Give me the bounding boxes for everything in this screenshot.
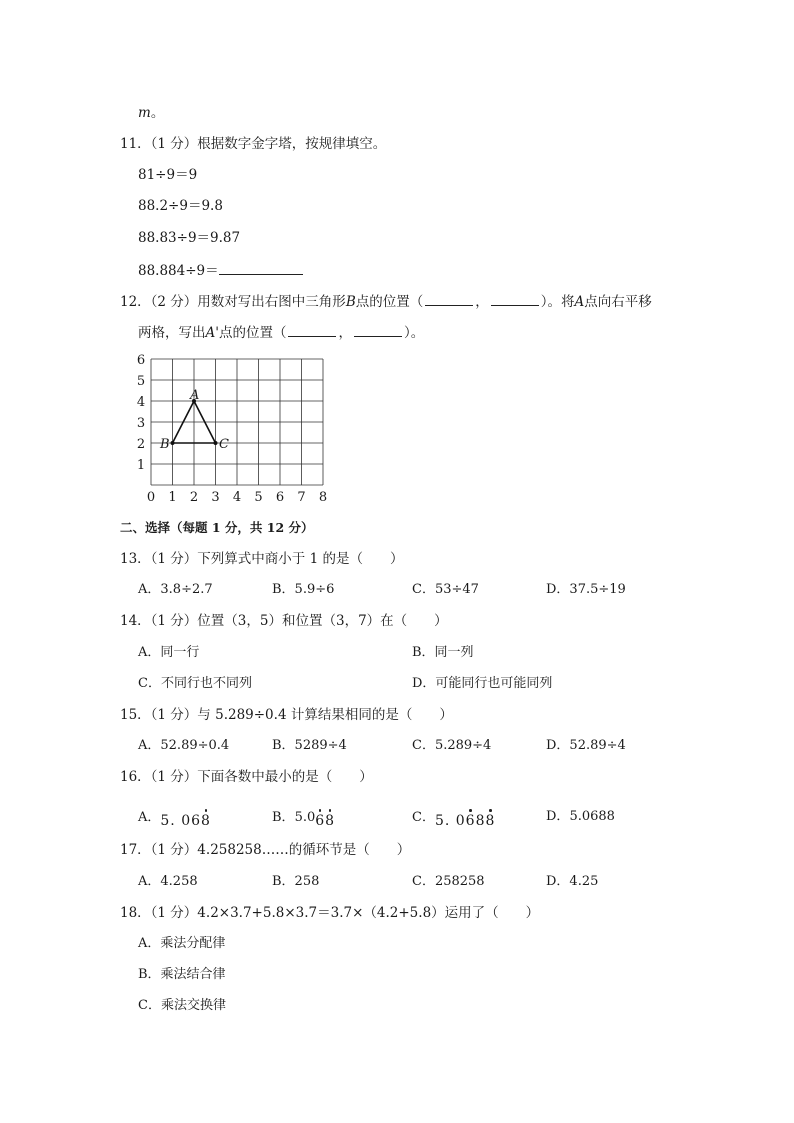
q16-letter-a: A． bbox=[138, 810, 161, 825]
q12-close-1: ）。将 bbox=[540, 294, 575, 310]
point-c bbox=[214, 441, 218, 445]
q16-a-repeat-digit: 8 bbox=[201, 813, 211, 829]
q16-option-d[interactable] bbox=[546, 808, 615, 826]
q16-letter-b: B． bbox=[272, 810, 295, 825]
q16-option-c[interactable] bbox=[412, 808, 495, 827]
q17-option-a[interactable]: A．4.258 bbox=[138, 874, 198, 889]
q16-b-repeat-digit-2: 8 bbox=[325, 813, 336, 829]
q11-line-2: 88.2÷9＝9.8 bbox=[138, 198, 223, 214]
q13-option-b[interactable]: B．5.9÷6 bbox=[272, 582, 335, 597]
q14-option-c[interactable]: C．不同行也不同列 bbox=[138, 676, 252, 691]
q15-option-c[interactable]: C．5.289÷4 bbox=[412, 738, 492, 753]
y-tick-4: 4 bbox=[136, 395, 146, 410]
q12-blank-1[interactable] bbox=[425, 291, 473, 306]
x-tick-7: 7 bbox=[297, 490, 306, 505]
q16-c-repeat-digit-2: 8 bbox=[485, 813, 496, 829]
q11-stem: 11．（1 分）根据数字金字塔，按规律填空。 bbox=[120, 136, 387, 152]
q16-c-mid: 8 bbox=[475, 813, 486, 829]
q16-letter-c: C． bbox=[412, 810, 435, 825]
q12-blank-4[interactable] bbox=[354, 322, 402, 337]
y-tick-2: 2 bbox=[136, 437, 146, 452]
x-tick-6: 6 bbox=[275, 490, 285, 505]
x-tick-5: 5 bbox=[254, 490, 263, 505]
y-tick-3: 3 bbox=[136, 416, 146, 431]
q14-option-b[interactable]: B．同一列 bbox=[412, 645, 474, 660]
q17-option-d[interactable]: D．4.25 bbox=[546, 874, 599, 889]
section-2-title: 二、选择（每题 1 分，共 12 分） bbox=[120, 520, 314, 535]
q12-stem-b: 点的位置（ bbox=[355, 294, 424, 310]
y-tick-1: 1 bbox=[136, 458, 146, 473]
period: 。 bbox=[150, 105, 165, 121]
q15-stem: 15．（1 分）与 5.289÷0.4 计算结果相同的是（ ） bbox=[120, 707, 453, 723]
q16-c-plain: 5. 0 bbox=[434, 813, 466, 829]
q12-blank-2[interactable] bbox=[491, 291, 539, 306]
q12-comma-2: ， bbox=[338, 325, 352, 341]
q16-option-b[interactable] bbox=[272, 808, 335, 827]
q12-stem-a: 12．（2 分）用数对写出右图中三角形 bbox=[120, 294, 346, 310]
unit-m: m bbox=[138, 105, 151, 121]
q16-option-a[interactable] bbox=[138, 808, 211, 827]
q16-b-repeat-digit-1: 6 bbox=[315, 813, 326, 829]
q11-line-4 bbox=[138, 260, 303, 280]
q18-option-c[interactable]: C．乘法交换律 bbox=[138, 998, 226, 1013]
q12-point-a-prime: A' bbox=[205, 325, 219, 341]
q16-b-plain: 5.0 bbox=[294, 810, 316, 825]
q12-line2-b: 点的位置（ bbox=[218, 325, 287, 341]
q15-option-d[interactable]: D．52.89÷4 bbox=[546, 738, 626, 753]
x-tick-2: 2 bbox=[189, 490, 199, 505]
continuation-line bbox=[138, 104, 164, 122]
q17-option-b[interactable]: B．258 bbox=[272, 874, 320, 889]
q16-a-plain: 5. 06 bbox=[160, 813, 202, 829]
q13-option-d[interactable]: D．37.5÷19 bbox=[546, 582, 626, 597]
y-tick-5: 5 bbox=[136, 374, 146, 389]
q12-blank-3[interactable] bbox=[288, 322, 336, 337]
q12-close-2: ）。 bbox=[403, 325, 425, 341]
q16-d-text: 5.0688 bbox=[569, 809, 615, 824]
q12-line-1 bbox=[120, 291, 652, 311]
q16-letter-d: D． bbox=[546, 809, 570, 824]
q11-line-1: 81÷9＝9 bbox=[138, 167, 198, 183]
q18-stem: 18．（1 分）4.2×3.7+5.8×3.7＝3.7×（4.2+5.8）运用了（ ） bbox=[120, 905, 540, 921]
q18-option-b[interactable]: B．乘法结合律 bbox=[138, 967, 226, 982]
q14-option-a[interactable]: A．同一行 bbox=[138, 645, 200, 660]
q12-line-2 bbox=[138, 322, 424, 342]
q13-stem: 13．（1 分）下列算式中商小于 1 的是（ ） bbox=[120, 551, 404, 567]
label-c: C bbox=[219, 437, 229, 452]
q13-option-c[interactable]: C．53÷47 bbox=[412, 582, 479, 597]
x-tick-4: 4 bbox=[232, 490, 242, 505]
label-a: A bbox=[190, 388, 200, 403]
q14-option-d[interactable]: D．可能同行也可能同列 bbox=[412, 676, 553, 691]
x-tick-8: 8 bbox=[318, 490, 328, 505]
x-tick-0: 0 bbox=[146, 490, 156, 505]
q11-line-4-text: 88.884÷9＝ bbox=[138, 263, 219, 279]
y-tick-6: 6 bbox=[136, 353, 146, 368]
q12-line2-a: 两格，写出 bbox=[138, 325, 206, 341]
label-b: B bbox=[160, 437, 170, 452]
q18-option-a[interactable]: A．乘法分配律 bbox=[138, 936, 226, 951]
q13-option-a[interactable]: A．3.8÷2.7 bbox=[138, 582, 213, 597]
q12-point-b: B bbox=[345, 294, 356, 310]
q14-stem: 14．（1 分）位置（3，5）和位置（3，7）在（ ） bbox=[120, 613, 448, 629]
q17-stem: 17．（1 分）4.258258……的循环节是（ ） bbox=[120, 842, 411, 858]
q12-comma-1: ， bbox=[475, 294, 489, 310]
q15-option-a[interactable]: A．52.89÷0.4 bbox=[138, 738, 230, 753]
q11-answer-blank[interactable] bbox=[219, 260, 303, 275]
coordinate-grid bbox=[130, 350, 340, 510]
q16-stem: 16．（1 分）下面各数中最小的是（ ） bbox=[120, 769, 373, 785]
q17-option-c[interactable]: C．258258 bbox=[412, 874, 485, 889]
q12-stem-c: 点向右平移 bbox=[584, 294, 652, 310]
q11-line-3: 88.83÷9＝9.87 bbox=[138, 230, 241, 246]
point-b bbox=[171, 441, 175, 445]
x-tick-3: 3 bbox=[211, 490, 220, 505]
x-tick-1: 1 bbox=[168, 490, 177, 505]
q16-c-repeat-digit-1: 6 bbox=[465, 813, 476, 829]
q12-point-a: A bbox=[574, 294, 585, 310]
q15-option-b[interactable]: B．5289÷4 bbox=[272, 738, 347, 753]
grid-lines bbox=[151, 359, 323, 485]
